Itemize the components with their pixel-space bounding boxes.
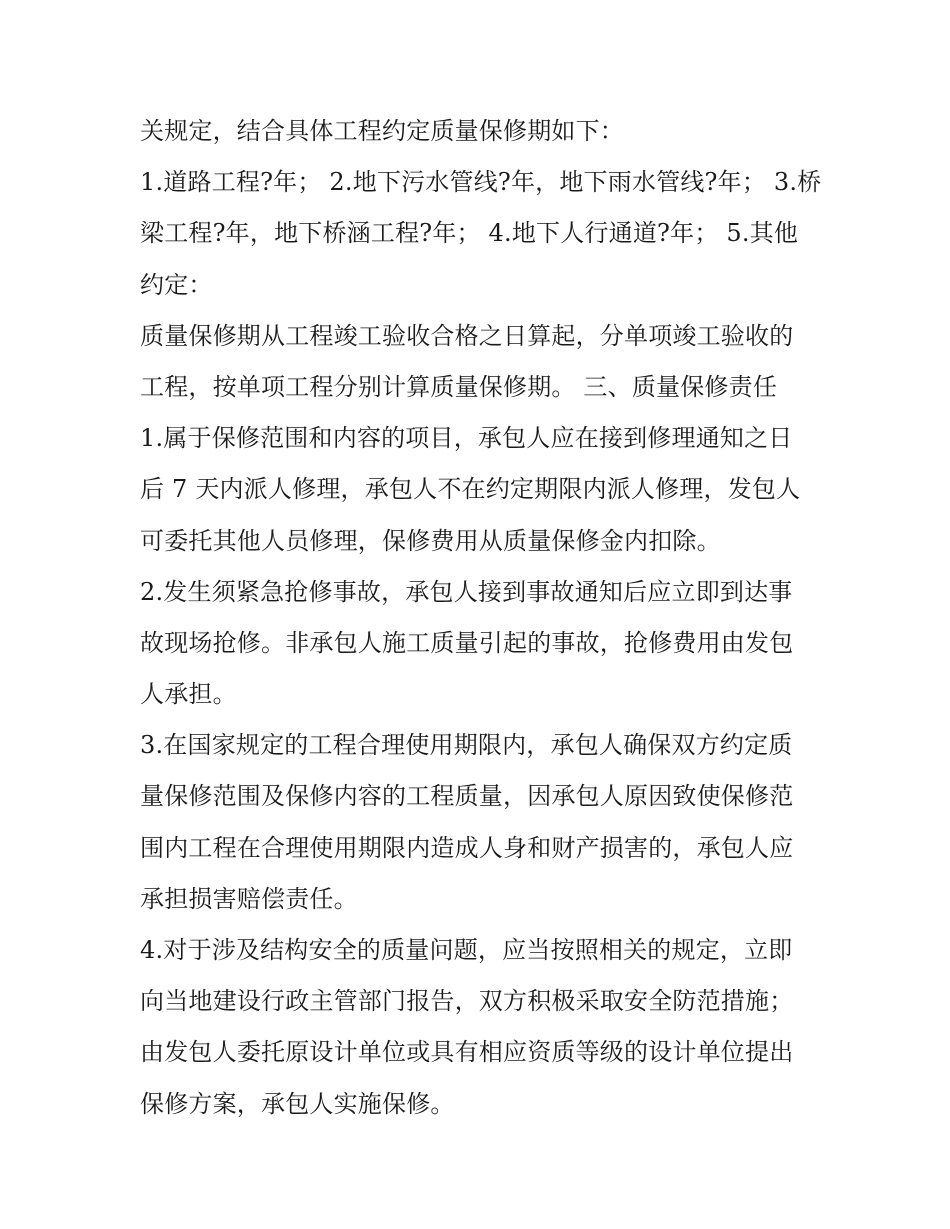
text-line: 2.发生须紧急抢修事故，承包人接到事故通知后应立即到达事	[140, 577, 793, 606]
text-line: 向当地建设行政主管部门报告，双方积极采取安全防范措施；	[140, 987, 794, 1016]
text-line: 3.在国家规定的工程合理使用期限内，承包人确保双方约定质	[140, 731, 793, 760]
text-line: 4.对于涉及结构安全的质量问题，应当按照相关的规定，立即	[140, 936, 793, 964]
text-line: 质量保修期从工程竣工验收合格之日算起，分单项竣工验收的	[140, 321, 794, 350]
text-line: 梁工程?年，地下桥涵工程?年； 4.地下人行通道?年； 5.其他	[140, 219, 799, 248]
document-body	[140, 106, 820, 1130]
text-line: 1.道路工程?年； 2.地下污水管线?年，地下雨水管线?年； 3.桥	[140, 168, 822, 197]
text-line: 量保修范围及保修内容的工程质量，因承包人原因致使保修范	[140, 782, 794, 811]
text-line: 由发包人委托原设计单位或具有相应资质等级的设计单位提出	[140, 1038, 794, 1067]
text-line: 1.属于保修范围和内容的项目，承包人应在接到修理通知之日	[140, 424, 793, 453]
text-line: 可委托其他人员修理，保修费用从质量保修金内扣除。	[140, 526, 721, 555]
text-line: 约定：	[140, 270, 213, 299]
text-line: 关规定，结合具体工程约定质量保修期如下：	[140, 117, 624, 145]
text-line: 保修方案，承包人实施保修。	[140, 1089, 455, 1118]
text-line: 围内工程在合理使用期限内造成人身和财产损害的，承包人应	[140, 833, 794, 862]
text-line: 工程，按单项工程分别计算质量保修期。 三、质量保修责任	[140, 372, 778, 401]
text-line: 人承担。	[140, 680, 237, 709]
text-line: 故现场抢修。非承包人施工质量引起的事故，抢修费用由发包	[140, 628, 794, 657]
text-line: 后 7 天内派人修理，承包人不在约定期限内派人修理，发包人	[140, 475, 801, 504]
text-line: 承担损害赔偿责任。	[140, 884, 358, 913]
